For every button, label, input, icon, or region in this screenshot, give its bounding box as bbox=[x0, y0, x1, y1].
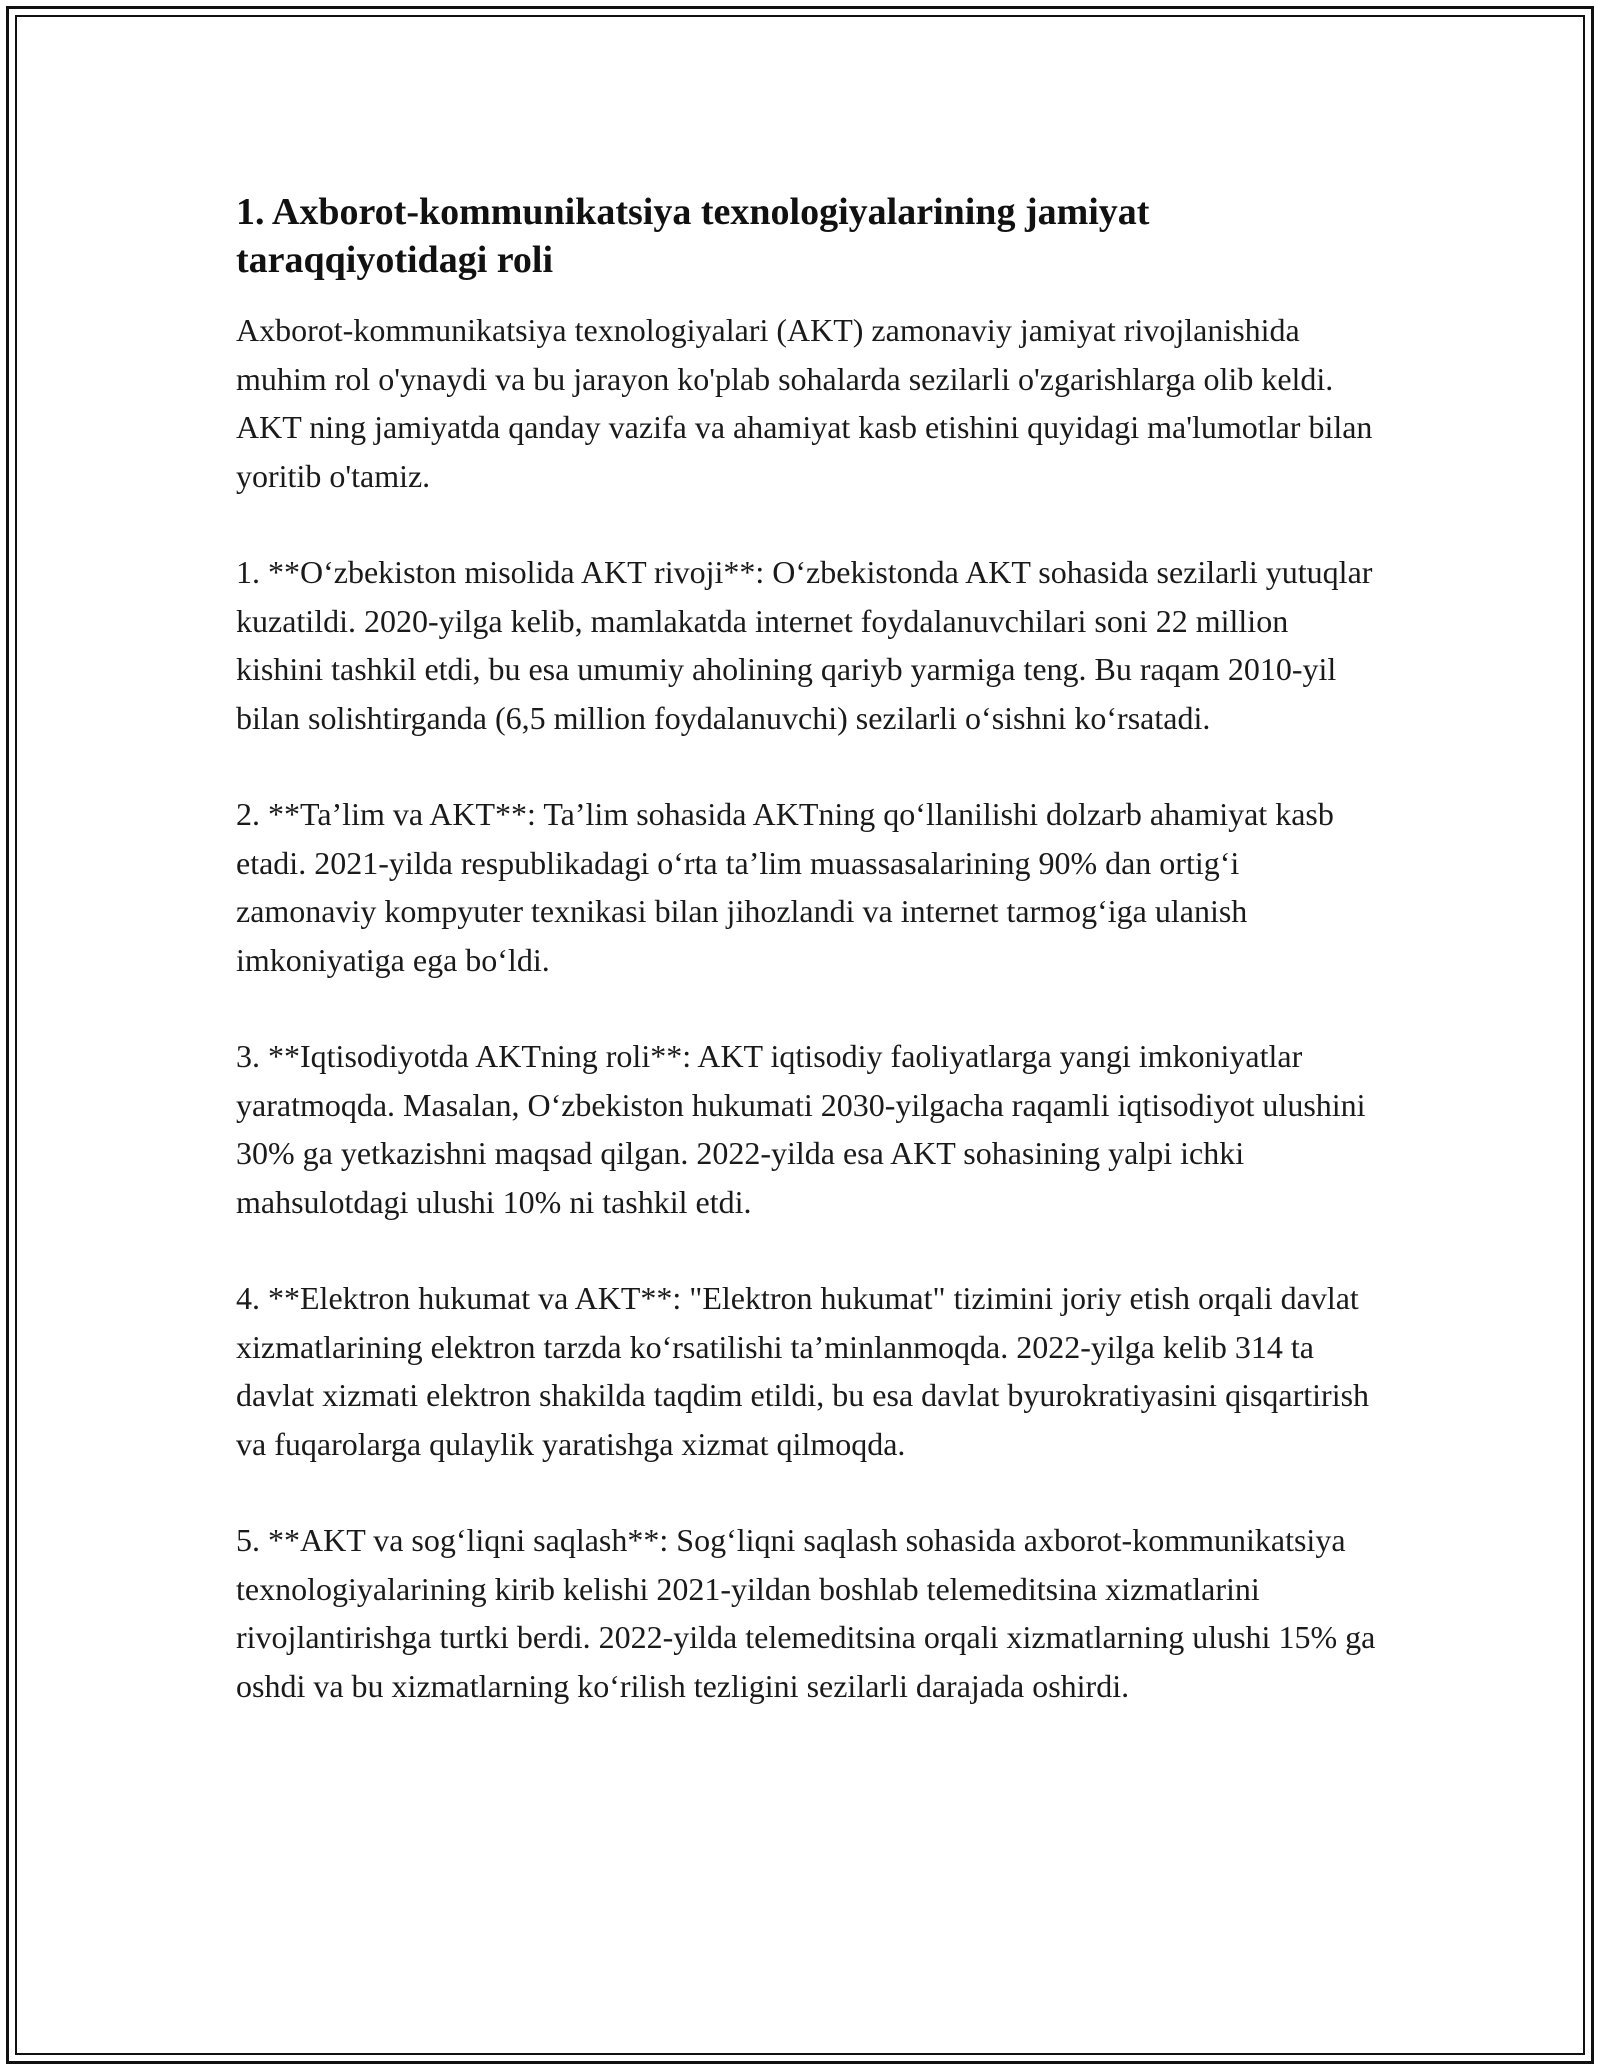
list-item: 3. **Iqtisodiyotda AKTning roli**: AKT iqtisodiy faoliyatlarga yangi imkoniyatlar yaratmoqda. Masalan, O‘zbekiston hukumati 2030-yilgacha raqamli iqtisodiyot ulushini 30% ga yetkazishni maqsad qilgan. 2022-yilda esa AKT sohasining yalpi ichki mahsulotdagi ulushi 10% ni tashkil etdi. bbox=[236, 1038, 1366, 1220]
document-body bbox=[236, 188, 1376, 1710]
intro-paragraph: Axborot-kommunikatsiya texnologiyalari (AKT) zamonaviy jamiyat rivojlanishida muhim rol o'ynaydi va bu jarayon ko'plab sohalarda sezilarli o'zgarishlarga olib keldi. AKT ning jamiyatda qanday vazifa va ahamiyat kasb etishini quyidagi ma'lumotlar bilan yoritib o'tamiz. bbox=[236, 312, 1373, 494]
list-item: 4. **Elektron hukumat va AKT**: "Elektron hukumat" tizimini joriy etish orqali davlat xizmatlarining elektron tarzda ko‘rsatilishi ta’minlanmoqda. 2022-yilga kelib 314 ta davlat xizmati elektron shakilda taqdim etildi, bu esa davlat byurokratiyasini qisqartirish va fuqarolarga qulaylik yaratishga xizmat qilmoqda. bbox=[236, 1280, 1370, 1462]
list-item: 1. **O‘zbekiston misolida AKT rivoji**: O‘zbekistonda AKT sohasida sezilarli yutuqlar kuzatildi. 2020-yilga kelib, mamlakatda internet foydalanuvchilari soni 22 million kishini tashkil etdi, bu esa umumiy aholining qariyb yarmiga teng. Bu raqam 2010-yil bilan solishtirganda (6,5 million foydalanuvchi) sezilarli o‘sishni ko‘rsatadi. bbox=[236, 554, 1373, 736]
list-item: 2. **Ta’lim va AKT**: Ta’lim sohasida AKTning qo‘llanilishi dolzarb ahamiyat kasb etadi. 2021-yilda respublikadagi o‘rta ta’lim muassasalarining 90% dan ortig‘i zamonaviy kompyuter texnikasi bilan jihozlandi va internet tarmog‘iga ulanish imkoniyatiga ega bo‘ldi. bbox=[236, 796, 1334, 978]
list-item: 5. **AKT va sog‘liqni saqlash**: Sog‘liqni saqlash sohasida axborot-kommunikatsiya texnologiyalarining kirib kelishi 2021-yildan boshlab telemeditsina xizmatlarini rivojlantirishga turtki berdi. 2022-yilda telemeditsina orqali xizmatlarning ulushi 15% ga oshdi va bu xizmatlarning ko‘rilish tezligini sezilarli darajada oshirdi. bbox=[236, 1522, 1376, 1704]
document-title: 1. Axborot-kommunikatsiya texnologiyalarining jamiyat taraqqiyotidagi roli bbox=[236, 191, 1150, 281]
